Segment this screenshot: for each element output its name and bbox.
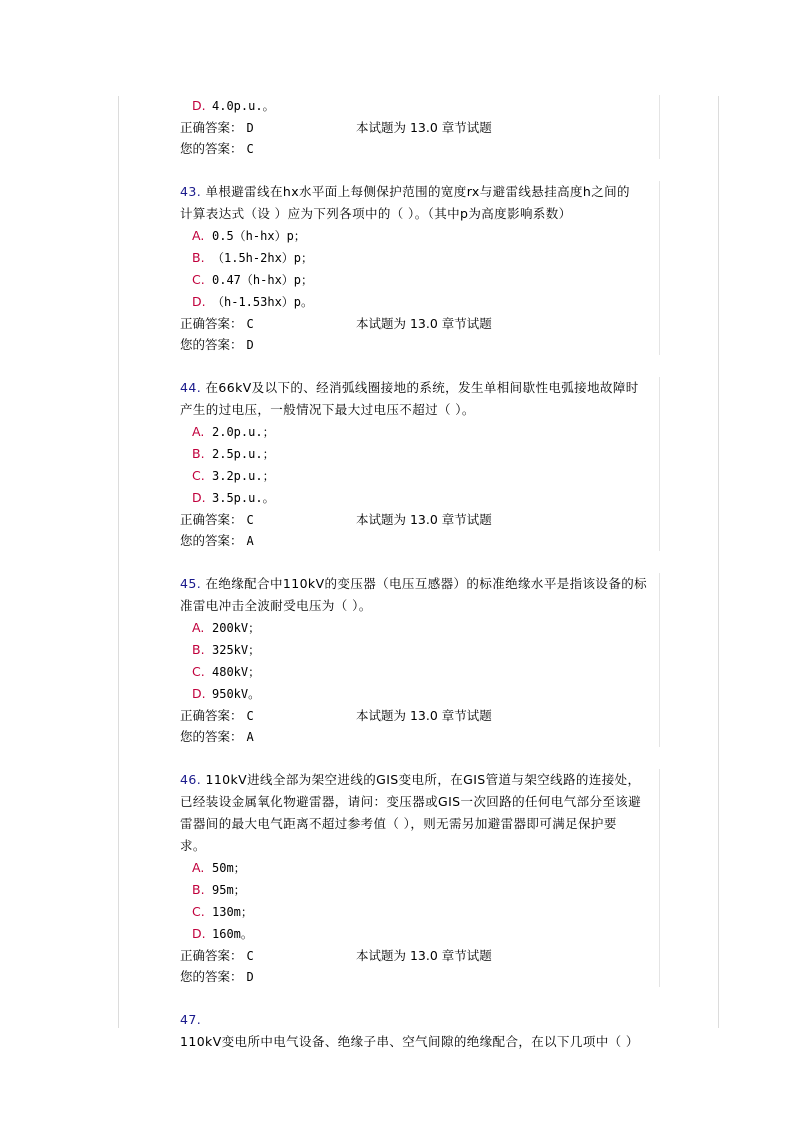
correct-answer-label: 正确答案： bbox=[180, 316, 243, 331]
question-number: 44. bbox=[180, 380, 202, 395]
question-43 bbox=[180, 181, 660, 355]
option-letter: B. bbox=[192, 882, 205, 897]
question-number: 45. bbox=[180, 576, 202, 591]
question-line: 计算表达式（设 ）应为下列各项中的（ ）。（其中p为高度影响系数） bbox=[180, 206, 572, 221]
option-a bbox=[180, 421, 660, 443]
option-letter: A. bbox=[192, 860, 205, 875]
your-answer-value: D bbox=[246, 338, 254, 352]
correct-answer-label: 正确答案： bbox=[180, 708, 243, 723]
your-answer-value: A bbox=[246, 730, 254, 744]
option-a bbox=[180, 225, 660, 247]
section-info: 本试题为 13.0 章节试题 bbox=[356, 708, 492, 723]
your-answer-row bbox=[180, 138, 660, 159]
your-answer-label: 您的答案： bbox=[180, 141, 243, 156]
question-45 bbox=[180, 573, 660, 747]
your-answer-row bbox=[180, 334, 660, 355]
question-46 bbox=[180, 769, 660, 987]
option-a bbox=[180, 857, 660, 879]
correct-answer-value: D bbox=[246, 121, 254, 135]
correct-answer-row bbox=[180, 509, 660, 530]
question-44 bbox=[180, 377, 660, 551]
option-letter: D. bbox=[192, 294, 206, 309]
option-d bbox=[180, 683, 660, 705]
question-line: 110kV变电所中电气设备、绝缘子串、空气间隙的绝缘配合，在以下几项中（ ） bbox=[180, 1034, 639, 1049]
option-letter: C. bbox=[192, 664, 205, 679]
option-text: 4.0p.u.。 bbox=[212, 99, 275, 113]
page-right-rule bbox=[718, 96, 719, 1028]
question-line: 雷器间的最大电气距离不超过参考值（ ），则无需另加避雷器即可满足保护要 bbox=[180, 816, 617, 831]
option-c bbox=[180, 661, 660, 683]
option-text: 2.0p.u.； bbox=[212, 425, 275, 439]
option-text: 130m； bbox=[212, 905, 253, 919]
option-text: 0.47（h-hx）p； bbox=[212, 273, 314, 287]
option-b bbox=[180, 639, 660, 661]
option-letter: C. bbox=[192, 468, 205, 483]
correct-answer-value: C bbox=[246, 317, 254, 331]
option-text: 50m； bbox=[212, 861, 246, 875]
correct-answer-value: C bbox=[246, 949, 254, 963]
option-letter: D. bbox=[192, 686, 206, 701]
option-text: 480kV； bbox=[212, 665, 261, 679]
option-text: 3.5p.u.。 bbox=[212, 491, 275, 505]
option-d bbox=[180, 923, 660, 945]
correct-answer-row bbox=[180, 313, 660, 334]
option-letter: B. bbox=[192, 642, 205, 657]
option-text: （1.5h-2hx）p； bbox=[212, 251, 314, 265]
option-letter: C. bbox=[192, 904, 205, 919]
correct-answer-label: 正确答案： bbox=[180, 512, 243, 527]
section-info: 本试题为 13.0 章节试题 bbox=[356, 120, 492, 135]
question-42-tail bbox=[180, 95, 660, 159]
option-b bbox=[180, 247, 660, 269]
correct-answer-row bbox=[180, 117, 660, 138]
option-c bbox=[180, 269, 660, 291]
option-letter: D. bbox=[192, 98, 206, 113]
correct-answer-row bbox=[180, 705, 660, 726]
question-number: 46. bbox=[180, 772, 202, 787]
page-left-rule bbox=[118, 96, 119, 1028]
question-list bbox=[180, 95, 660, 1053]
option-text: 325kV； bbox=[212, 643, 261, 657]
option-letter: D. bbox=[192, 926, 206, 941]
correct-answer-label: 正确答案： bbox=[180, 120, 243, 135]
option-letter: C. bbox=[192, 272, 205, 287]
question-line: 单根避雷线在hx水平面上每侧保护范围的宽度rx与避雷线悬挂高度h之间的 bbox=[205, 184, 630, 199]
option-d bbox=[180, 487, 660, 509]
option-text: 160m。 bbox=[212, 927, 253, 941]
option-d bbox=[180, 95, 660, 117]
option-text: 3.2p.u.； bbox=[212, 469, 275, 483]
option-letter: B. bbox=[192, 250, 205, 265]
question-number: 47. bbox=[180, 1012, 202, 1027]
your-answer-row bbox=[180, 966, 660, 987]
your-answer-label: 您的答案： bbox=[180, 969, 243, 984]
option-letter: A. bbox=[192, 424, 205, 439]
question-text bbox=[180, 769, 660, 857]
correct-answer-value: C bbox=[246, 709, 254, 723]
correct-answer-row bbox=[180, 945, 660, 966]
question-text bbox=[180, 1009, 660, 1053]
option-letter: B. bbox=[192, 446, 205, 461]
your-answer-row bbox=[180, 530, 660, 551]
your-answer-value: D bbox=[246, 970, 254, 984]
question-line: 已经装设金属氧化物避雷器，请问：变压器或GIS一次回路的任何电气部分至该避 bbox=[180, 794, 642, 809]
correct-answer-label: 正确答案： bbox=[180, 948, 243, 963]
correct-answer-value: C bbox=[246, 513, 254, 527]
your-answer-label: 您的答案： bbox=[180, 337, 243, 352]
question-line: 110kV进线全部为架空进线的GIS变电所，在GIS管道与架空线路的连接处， bbox=[205, 772, 641, 787]
question-line: 产生的过电压，一般情况下最大过电压不超过（ ）。 bbox=[180, 402, 475, 417]
question-text bbox=[180, 181, 660, 225]
option-letter: D. bbox=[192, 490, 206, 505]
option-text: 950kV。 bbox=[212, 687, 261, 701]
question-line: 在66kV及以下的、经消弧线圈接地的系统，发生单相间歇性电弧接地故障时 bbox=[205, 380, 639, 395]
your-answer-row bbox=[180, 726, 660, 747]
question-line: 求。 bbox=[180, 838, 206, 853]
option-text: 0.5（h-hx）p； bbox=[212, 229, 306, 243]
section-info: 本试题为 13.0 章节试题 bbox=[356, 948, 492, 963]
option-text: 2.5p.u.； bbox=[212, 447, 275, 461]
section-info: 本试题为 13.0 章节试题 bbox=[356, 512, 492, 527]
option-letter: A. bbox=[192, 228, 205, 243]
option-a bbox=[180, 617, 660, 639]
option-letter: A. bbox=[192, 620, 205, 635]
question-47 bbox=[180, 1009, 660, 1053]
option-b bbox=[180, 879, 660, 901]
question-text bbox=[180, 377, 660, 421]
your-answer-value: C bbox=[246, 142, 254, 156]
question-text bbox=[180, 573, 660, 617]
your-answer-value: A bbox=[246, 534, 254, 548]
option-text: （h-1.53hx）p。 bbox=[212, 295, 314, 309]
option-b bbox=[180, 443, 660, 465]
your-answer-label: 您的答案： bbox=[180, 533, 243, 548]
option-d bbox=[180, 291, 660, 313]
question-line: 在绝缘配合中110kV的变压器（电压互感器）的标准绝缘水平是指该设备的标 bbox=[205, 576, 648, 591]
option-c bbox=[180, 901, 660, 923]
your-answer-label: 您的答案： bbox=[180, 729, 243, 744]
question-number: 43. bbox=[180, 184, 202, 199]
option-text: 95m； bbox=[212, 883, 246, 897]
option-text: 200kV； bbox=[212, 621, 261, 635]
section-info: 本试题为 13.0 章节试题 bbox=[356, 316, 492, 331]
question-line: 准雷电冲击全波耐受电压为（ ）。 bbox=[180, 598, 372, 613]
option-c bbox=[180, 465, 660, 487]
